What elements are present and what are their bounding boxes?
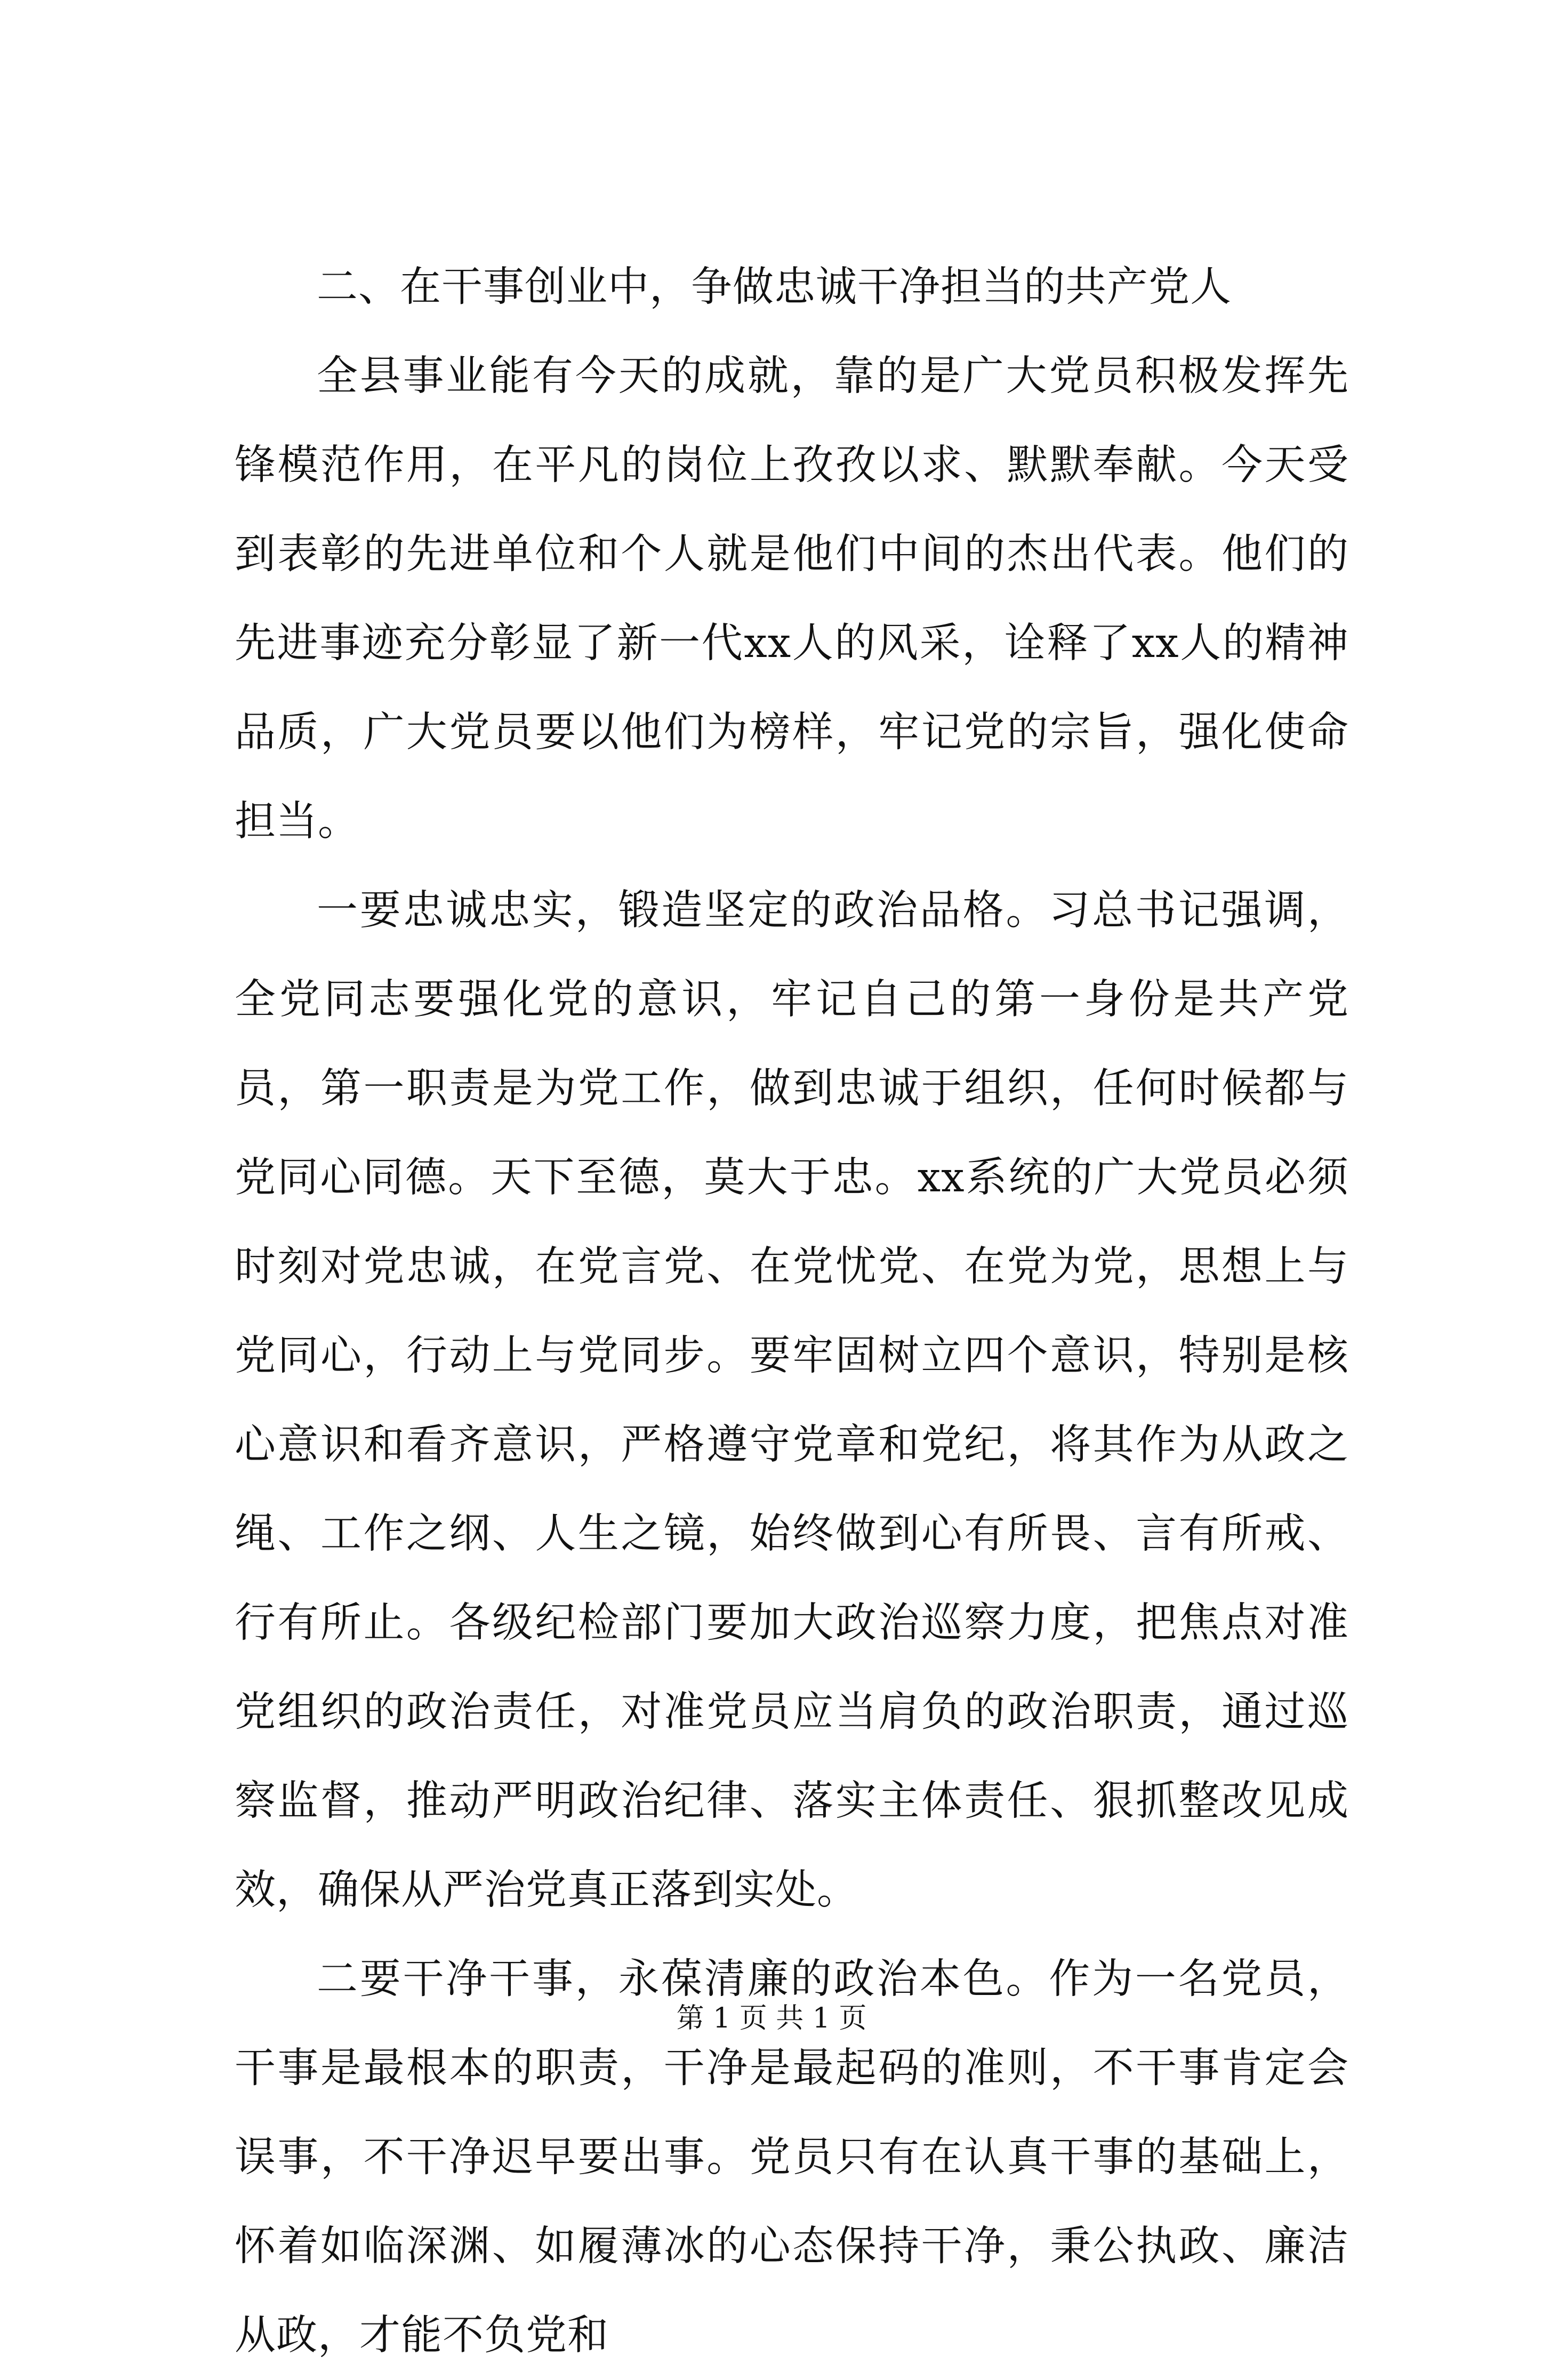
document-body bbox=[235, 243, 1349, 2380]
paragraph-3: 二要干净干事，永葆清廉的政治本色。作为一名党员，干事是最根本的职责，干净是最起码的准则，不干事肯定会误事，不干净迟早要出事。党员只有在认真干事的基础上，怀着如临深渊、如履薄冰的心态保持干净，秉公执政、廉洁从政，才能不负党和 bbox=[235, 1956, 1349, 2359]
paragraph-2: 一要忠诚忠实，锻造坚定的政治品格。习总书记强调，全党同志要强化党的意识，牢记自己的第一身份是共产党员，第一职责是为党工作，做到忠诚于组织，任何时候都与党同心同德。天下至德，莫大于忠。xx系统的广大党员必须时刻对党忠诚，在党言党、在党忧党、在党为党，思想上与党同心，行动上与党同步。要牢固树立四个意识，特别是核心意识和看齐意识，严格遵守党章和党纪，将其作为从政之绳、工作之纲、人生之镜，始终做到心有所畏、言有所戒、行有所止。各级纪检部门要加大政治巡察力度，把焦点对准党组织的政治责任，对准党员应当肩负的政治职责，通过巡察监督，推动严明政治纪律、落实主体责任、狠抓整改见成效，确保从严治党真正落到实处。 bbox=[235, 887, 1349, 1914]
page-footer: 第 1 页 共 1 页 bbox=[676, 2002, 867, 2034]
paragraph-1: 全县事业能有今天的成就，靠的是广大党员积极发挥先锋模范作用，在平凡的岗位上孜孜以求、默默奉献。今天受到表彰的先进单位和个人就是他们中间的杰出代表。他们的先进事迹充分彰显了新一代xx人的风采，诠释了xx人的精神品质，广大党员要以他们为榜样，牢记党的宗旨，强化使命担当。 bbox=[235, 352, 1349, 845]
section-heading: 二、在干事创业中，争做忠诚干净担当的共产党人 bbox=[317, 263, 1232, 311]
